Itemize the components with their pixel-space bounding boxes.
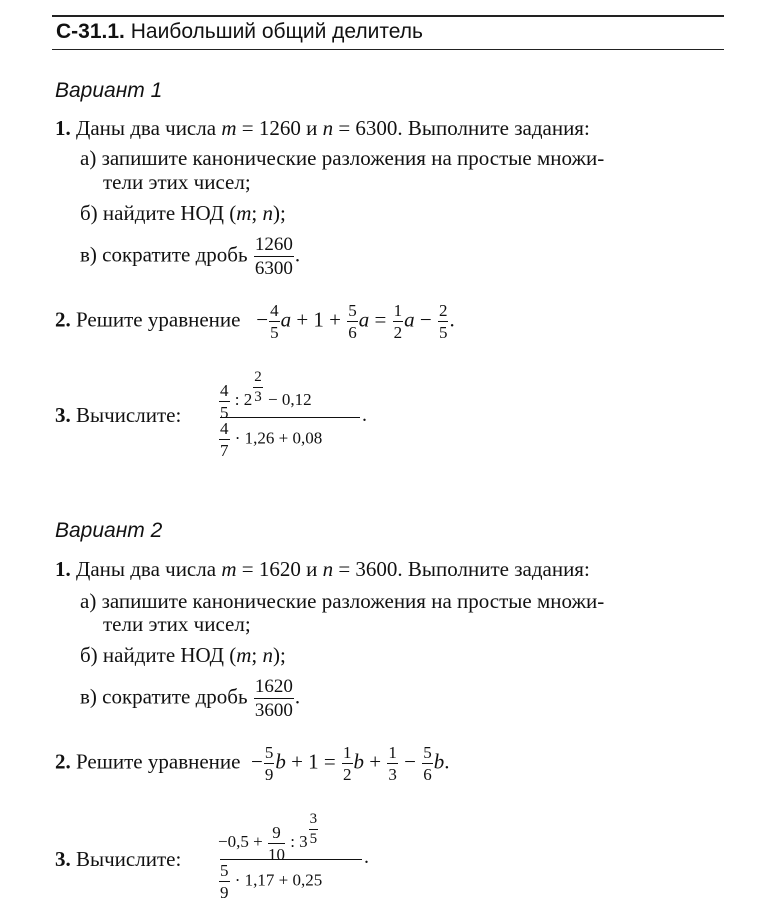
v2-task1-intro: 1. Даны два числа m = 1620 и n = 3600. Выполните задания: (55, 557, 590, 581)
v1-task1-a: а) запишите канонические разложения на простые множи- (80, 146, 605, 170)
variant-2-title: Вариант 2 (55, 519, 163, 542)
section-header-text (56, 20, 423, 44)
section-title: Наибольший общий делитель (130, 20, 423, 43)
v1-task1-b: б) найдите НОД (m; n); (80, 201, 286, 225)
v1-task1-intro: 1. Даны два числа m = 1260 и n = 6300. Выполните задания: (55, 116, 590, 140)
v2-cf-numerator: −0,5 + $\frac{9}{10}$ : 3 $\frac{3}{5}$ (218, 811, 318, 864)
v1-cf-numerator: $\frac{4}{5}$ : 2 $\frac{2}{3}$ − 0,12 (220, 369, 312, 422)
v1-fraction: $\frac{1260}{6300}$ (254, 234, 293, 279)
v2-complex-fraction: −0,5 + $\frac{9}{10}$ : 3 $\frac{3}{5}$ $\frac{5}{9}$ · 1,17 + 0,25 . (218, 811, 369, 902)
v2-cf-denominator: $\frac{5}{9}$ · 1,17 + 0,25 (220, 861, 323, 902)
v2-task1-a-cont: тели этих чисел; (103, 612, 251, 636)
v1-task2: 2. Решите уравнение − $\frac{4}{5}$ a + 1 + $\frac{5}{6}$ a = $\frac{1}{2}$ a − $\frac{2}{5}$ . (55, 301, 455, 342)
v2-task2: 2. Решите уравнение − $\frac{5}{9}$ b + 1 = $\frac{1}{2}$ b + $\frac{1}{3}$ − $\frac{5}{6}$ b. (55, 743, 450, 784)
section-header (52, 15, 724, 50)
v1-cf-bar (220, 417, 360, 418)
variant-1-title: Вариант 1 (55, 79, 163, 102)
v2-cf-bar (220, 859, 362, 860)
v1-task1-c: в) сократите дробь $\frac{1260}{6300}$ . (80, 234, 301, 279)
v1-cf-denominator: $\frac{4}{7}$ · 1,26 + 0,08 (220, 419, 323, 460)
v2-task1-b: б) найдите НОД (m; n); (80, 643, 286, 667)
v1-task1-a-cont: тели этих чисел; (103, 170, 251, 194)
v2-task1-a: а) запишите канонические разложения на простые множи- (80, 589, 605, 613)
section-code: С-31.1. (56, 20, 125, 43)
v1-complex-fraction: $\frac{4}{5}$ : 2 $\frac{2}{3}$ − 0,12 $\frac{4}{7}$ · 1,26 + 0,08 . (220, 369, 367, 460)
v1-task3-label: 3. Вычислите: (55, 403, 182, 427)
v2-task3-label: 3. Вычислите: (55, 847, 182, 871)
v2-task1-c: в) сократите дробь $\frac{1620}{3600}$ . (80, 676, 301, 721)
v2-fraction: $\frac{1620}{3600}$ (254, 676, 293, 721)
